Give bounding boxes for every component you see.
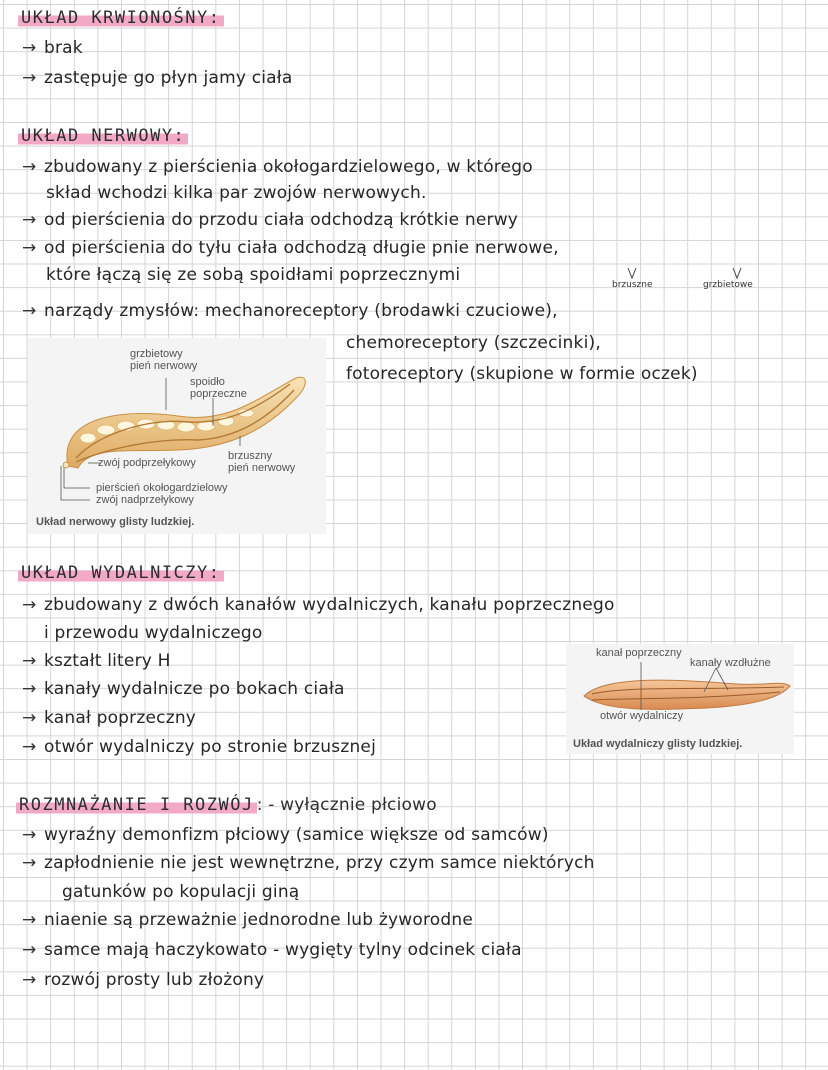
heading-rozmnazanie: ROZMNAŻANIE I ROZWÓJ : - wyłącznie płciowo [16,795,437,815]
nerwowy-line-6: → narządy zmysłów: mechanoreceptory (brodawki czuciowe), [22,301,558,321]
rozmnazanie-line-2: → zapłodnienie nie jest wewnętrzne, przy czym samce niektórych [22,853,595,873]
rozmnazanie-line-5: → samce mają haczykowato - wygięty tylny odcinek ciała [22,940,522,960]
heading-wydalniczy: UKŁAD WYDALNICZY: [18,563,224,583]
arrow-icon: → [22,708,37,728]
krwionosny-line-1: → brak [22,38,83,58]
wydalniczy-line-5: → kanał poprzeczny [22,708,197,728]
rozmnazanie-line-1: → wyraźny demonfizm płciowy (samice większe od samców) [22,825,549,845]
arrow-icon: → [22,737,37,757]
wydalniczy-line-2: i przewodu wydalniczego [44,623,263,643]
nerwowy-line-4: → od pierścienia do tyłu ciała odchodzą długie pnie nerwowe, [22,238,559,258]
nerwowy-line-5: które łączą się ze sobą spoidłami poprzecznymi [46,265,461,285]
label-zwoj-podprzelykowy: zwój podprzełykowy [98,457,196,469]
nerwowy-line-8: fotoreceptory (skupione w formie oczek) [346,364,698,384]
heading-nerwowy: UKŁAD NERWOWY: [18,126,188,146]
label-kanaly-wzdluzne: kanały wzdłużne [690,657,771,669]
arrow-icon: → [22,910,37,930]
wydalniczy-line-1: → zbudowany z dwóch kanałów wydalniczych, kanału poprzecznego [22,595,615,615]
arrow-icon: → [22,38,37,58]
label-grzbietowy-pien: grzbietowy pień nerwowy [130,348,198,372]
arrow-icon: → [22,970,37,990]
wydalniczy-line-3: → kształt litery H [22,651,171,671]
arrow-icon: → [22,68,37,88]
note-arrows [0,0,828,300]
note-grzbietowe: grzbietowe [703,280,753,290]
label-spoidlo: spoidło poprzeczne [190,376,247,400]
arrow-icon: → [22,210,37,230]
label-zwoj-nadprzelykowy: zwój nadprzełykowy [96,494,194,506]
rozmnazanie-line-4: → niaenie są przeważnie jednorodne lub żyworodne [22,910,473,930]
nerwowy-line-2: skład wchodzi kilka par zwojów nerwowych. [46,183,427,203]
arrow-icon: → [22,595,37,615]
caption-nervous: Układ nerwowy glisty ludzkiej. [36,516,195,528]
nerwowy-line-1: → zbudowany z pierścienia okołogardzielowego, w którego [22,157,533,177]
wydalniczy-line-4: → kanały wydalnicze po bokach ciała [22,679,345,699]
arrow-icon: → [22,301,37,321]
arrow-icon: → [22,940,37,960]
wydalniczy-line-6: → otwór wydalniczy po stronie brzusznej [22,737,377,757]
label-brzuszny-pien: brzuszny pień nerwowy [228,450,296,474]
label-pierscien: pierścień okołogardzielowy [96,482,228,494]
label-otwor-wydalniczy: otwór wydalniczy [600,710,684,722]
arrow-icon: → [22,825,37,845]
arrow-icon: → [22,238,37,258]
arrow-icon: → [22,853,37,873]
nerwowy-line-7: chemoreceptory (szczecinki), [346,333,601,353]
arrow-icon: → [22,651,37,671]
caption-excretory: Układ wydalniczy glisty ludzkiej. [573,738,743,750]
nerwowy-line-3: → od pierścienia do przodu ciała odchodzą krótkie nerwy [22,210,519,230]
arrow-icon: → [22,679,37,699]
krwionosny-line-2: → zastępuje go płyn jamy ciała [22,68,293,88]
rozmnazanie-line-6: → rozwój prosty lub złożony [22,970,265,990]
note-brzuszne: brzuszne [612,280,653,290]
label-kanal-poprzeczny: kanał poprzeczny [596,647,682,659]
rozmnazanie-line-3: gatunków po kopulacji giną [62,882,300,902]
arrow-icon: → [22,157,37,177]
heading-krwionosny: UKŁAD KRWIONOŚNY: [18,8,224,28]
